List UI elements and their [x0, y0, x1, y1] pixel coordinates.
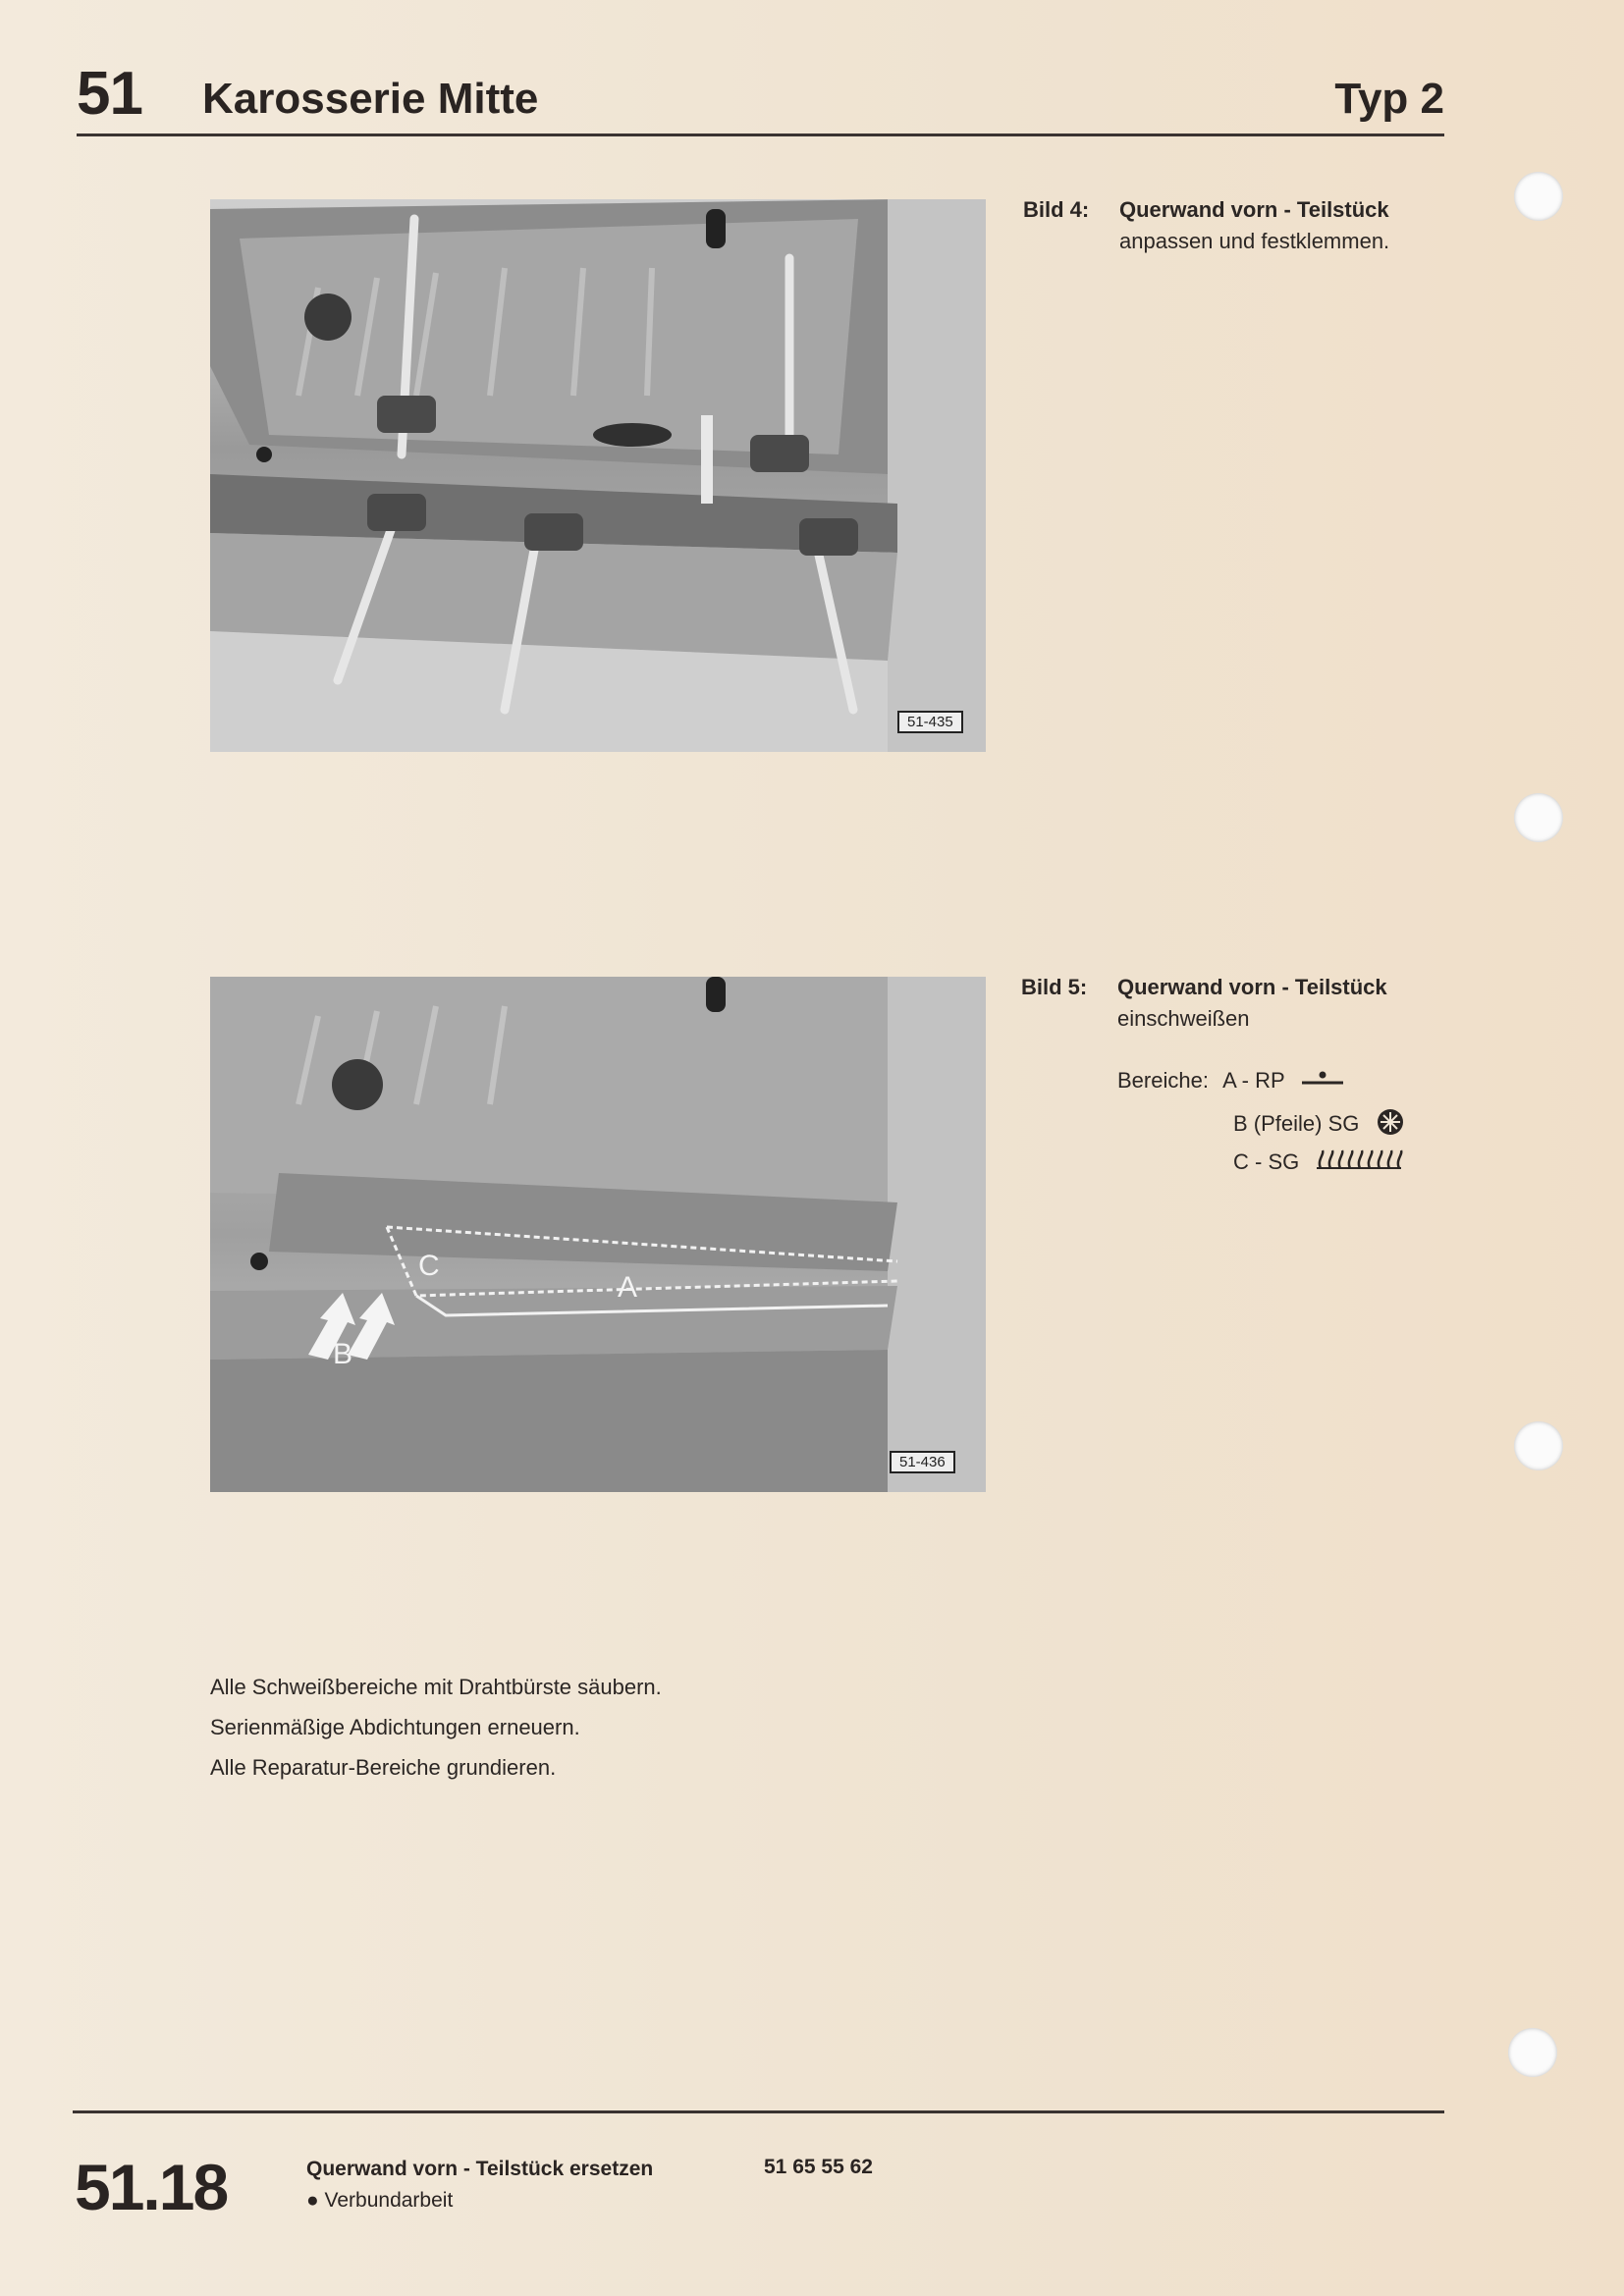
instruction-line: Alle Reparatur-Bereiche grundieren. — [210, 1755, 557, 1780]
photo-bild-4-illustration — [210, 199, 986, 752]
binder-hole-icon — [1508, 2028, 1557, 2077]
resistance-spot-weld-icon — [1300, 1067, 1345, 1096]
caption-bild-5 — [1021, 972, 1434, 1041]
page-header — [77, 57, 1444, 135]
seam-weld-icon — [1315, 1148, 1403, 1178]
binder-hole-icon — [1514, 793, 1563, 842]
instruction-line: Serienmäßige Abdichtungen erneuern. — [210, 1715, 580, 1739]
photo-code-bild-5: 51-436 — [890, 1451, 955, 1473]
photo-bild-4 — [210, 199, 986, 752]
binder-hole-icon — [1514, 172, 1563, 221]
photo-letter-a: A — [618, 1271, 638, 1304]
weld-area-c — [1233, 1148, 1403, 1178]
caption-label: Bild 5: — [1021, 975, 1088, 999]
chapter-title: Karosserie Mitte — [202, 75, 539, 123]
weld-area-a — [1117, 1067, 1345, 1096]
footer-subtitle: ● Verbundarbeit — [306, 2189, 454, 2212]
photo-code-bild-4: 51-435 — [897, 711, 963, 733]
weld-area-b — [1233, 1107, 1405, 1143]
caption-subtitle: anpassen und festklemmen. — [1119, 229, 1390, 253]
caption-subtitle: einschweißen — [1117, 1006, 1250, 1031]
page-number: 51.18 — [75, 2151, 228, 2223]
caption-title: Querwand vorn - Teilstück — [1117, 975, 1387, 999]
binder-hole-icon — [1514, 1421, 1563, 1470]
photo-bild-5 — [210, 977, 986, 1492]
header-divider — [77, 133, 1444, 136]
footer-divider — [73, 2110, 1444, 2113]
photo-bild-5-illustration — [210, 977, 986, 1492]
photo-letter-b: B — [333, 1338, 353, 1370]
plug-weld-icon — [1376, 1107, 1405, 1143]
instruction-text — [210, 1667, 662, 1788]
chapter-number: 51 — [77, 60, 142, 128]
footer-title: Querwand vorn - Teilstück ersetzen — [306, 2158, 654, 2180]
photo-letter-c: C — [418, 1250, 440, 1282]
footer-code: 51 65 55 62 — [764, 2156, 873, 2178]
type-label: Typ 2 — [1334, 75, 1444, 123]
caption-bild-4 — [1023, 194, 1435, 263]
weld-area-a-text: A - RP — [1222, 1067, 1285, 1093]
weld-area-b-text: B (Pfeile) SG — [1233, 1110, 1360, 1136]
weld-areas-prefix: Bereiche: — [1117, 1067, 1209, 1093]
caption-label: Bild 4: — [1023, 197, 1090, 222]
caption-title: Querwand vorn - Teilstück — [1119, 197, 1389, 222]
weld-area-c-text: C - SG — [1233, 1148, 1300, 1174]
instruction-line: Alle Schweißbereiche mit Drahtbürste säubern. — [210, 1675, 662, 1699]
